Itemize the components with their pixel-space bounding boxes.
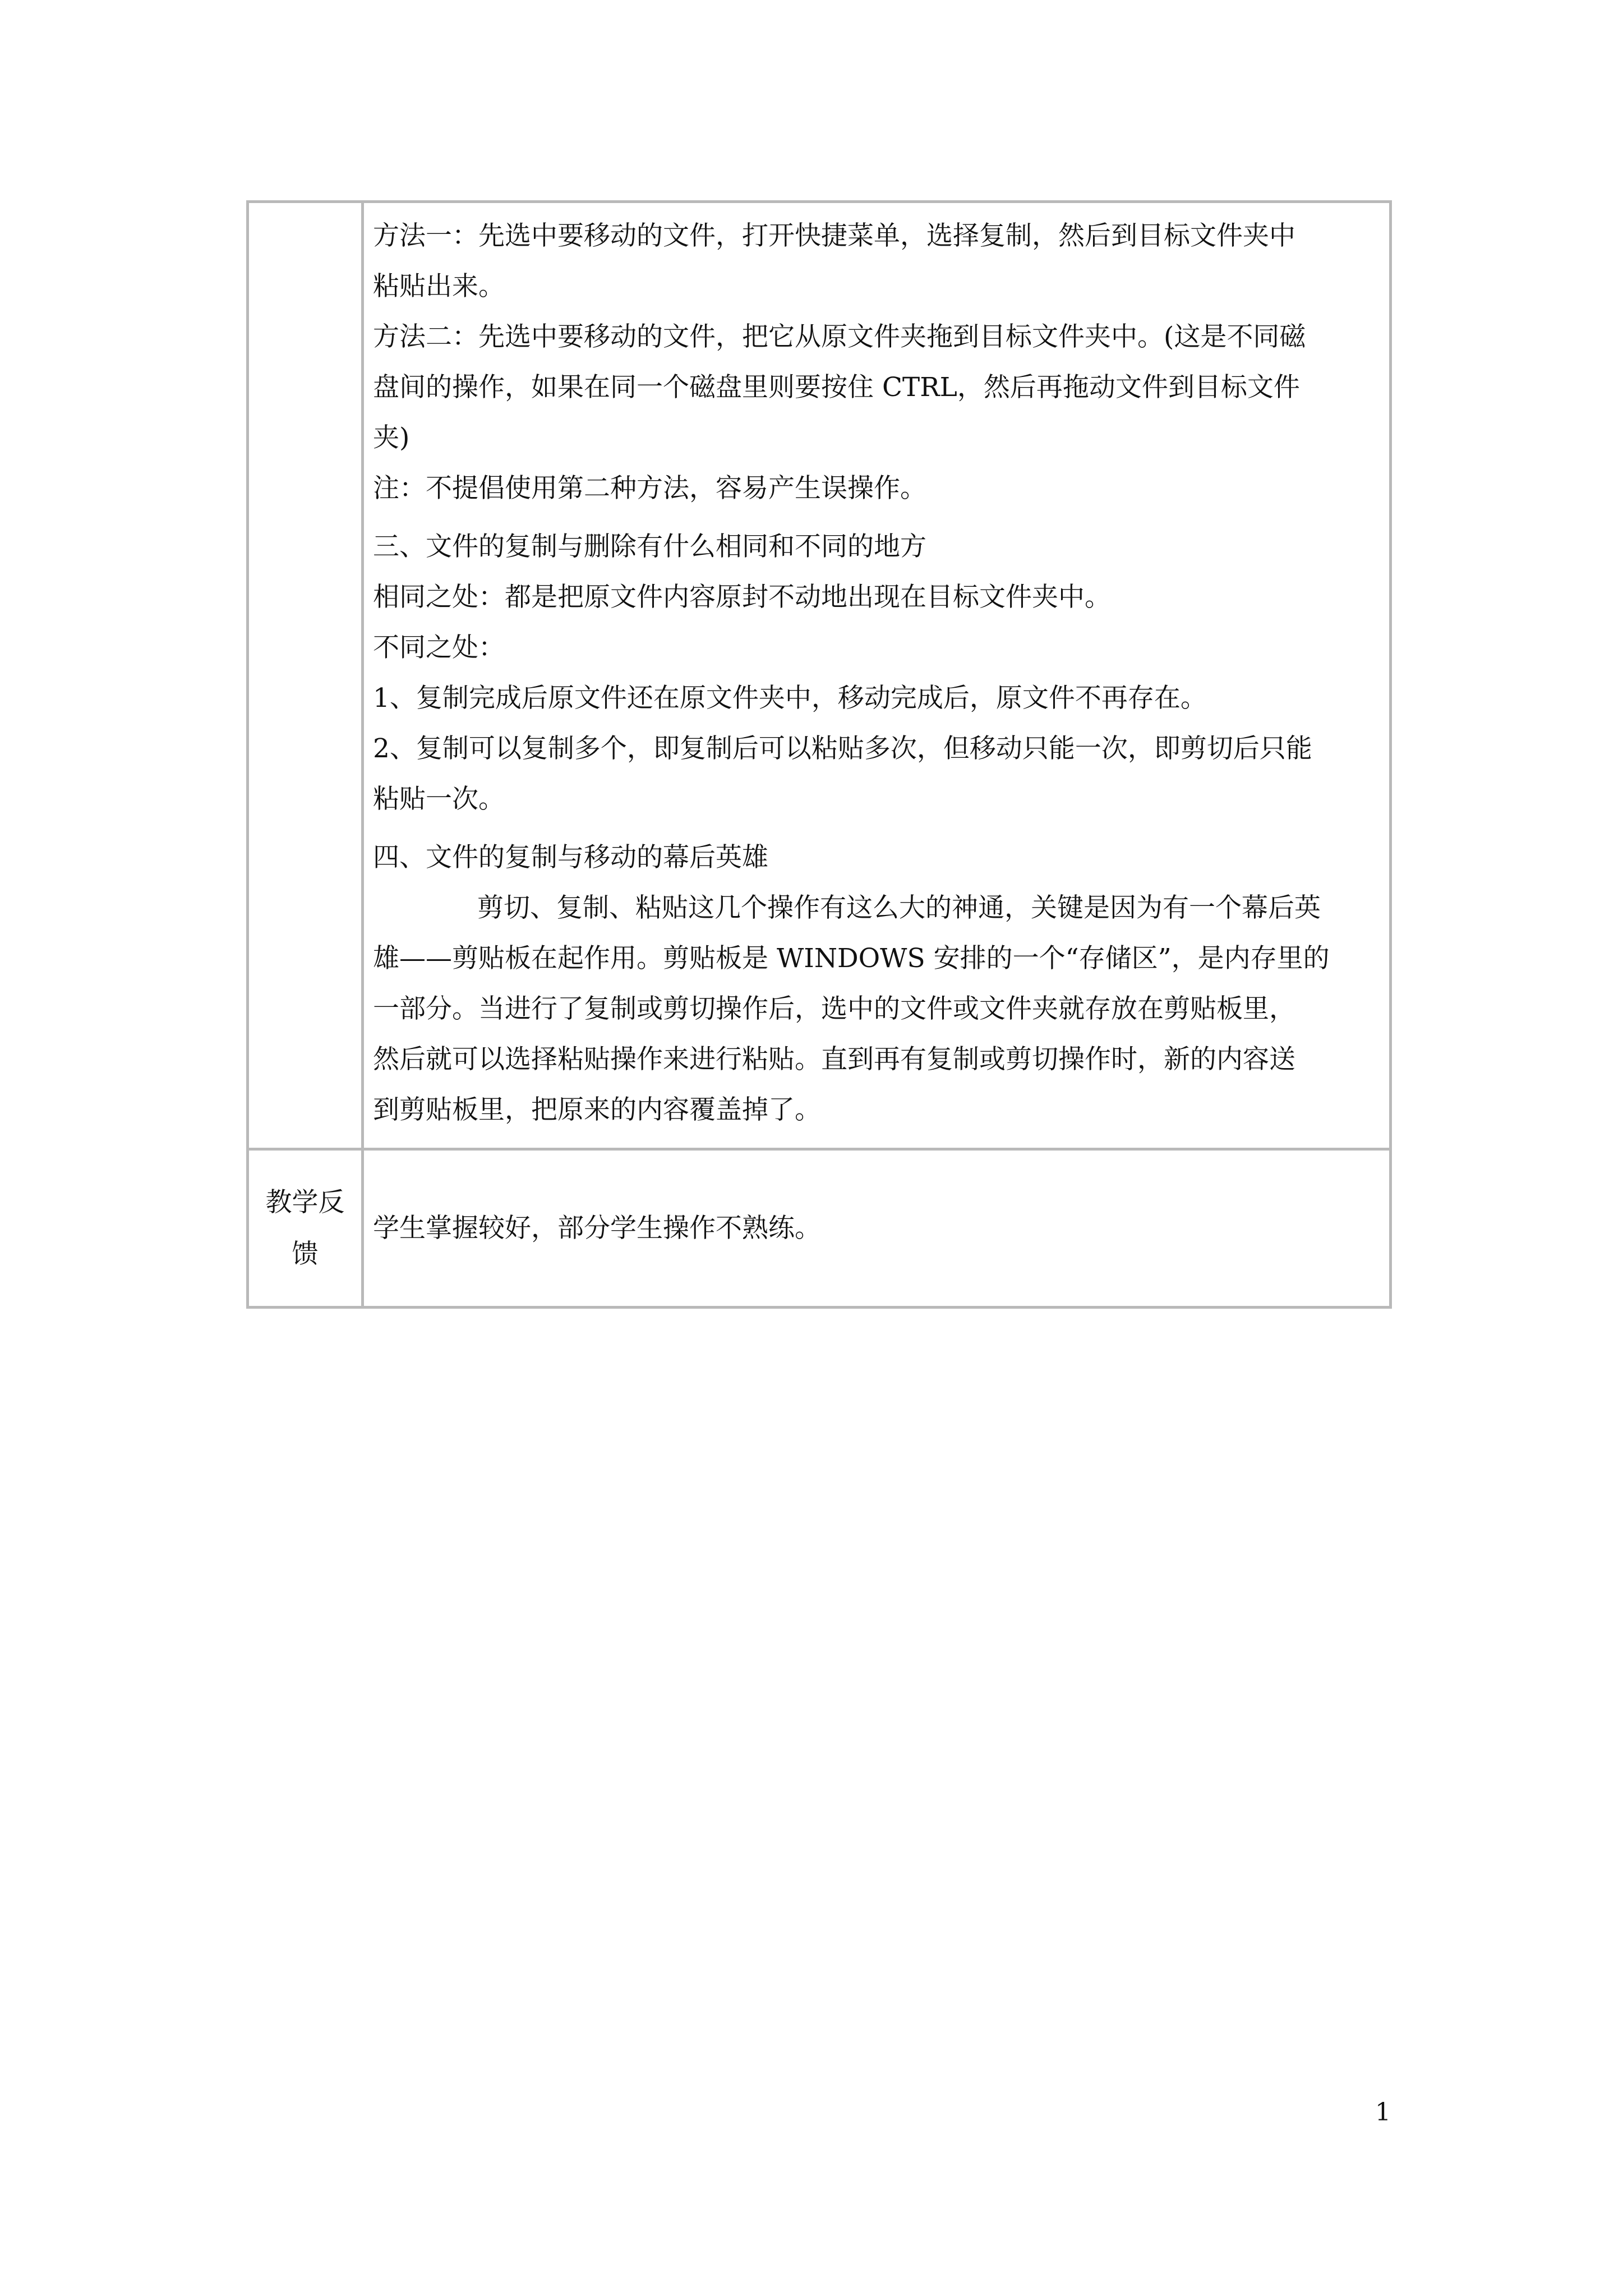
feedback-label-line-2: 馈 bbox=[292, 1238, 319, 1269]
method-one-line-1: 方法一：先选中要移动的文件，打开快捷菜单，选择复制，然后到目标文件夹中 bbox=[373, 220, 1295, 251]
clipboard-paragraph-line-5: 到剪贴板里，把原来的内容覆盖掉了。 bbox=[373, 1094, 821, 1125]
clipboard-paragraph-line-2: 雄——剪贴板在起作用。剪贴板是 WINDOWS 安排的一个“存储区”，是内存里的 bbox=[373, 943, 1330, 974]
method-two-line-1: 方法二：先选中要移动的文件，把它从原文件夹拖到目标文件夹中。(这是不同磁 bbox=[373, 321, 1306, 352]
feedback-label-line-1: 教学反 bbox=[265, 1186, 345, 1218]
clipboard-paragraph-line-1: 剪切、复制、粘贴这几个操作有这么大的神通，关键是因为有一个幕后英 bbox=[477, 892, 1321, 923]
similarity-line: 相同之处：都是把原文件内容原封不动地出现在目标文件夹中。 bbox=[373, 582, 1111, 613]
method-two-line-3: 夹) bbox=[373, 422, 410, 453]
difference-heading: 不同之处： bbox=[373, 632, 505, 663]
feedback-row bbox=[248, 1149, 1391, 1308]
section-four-heading: 四、文件的复制与移动的幕后英雄 bbox=[373, 842, 768, 873]
content-cell bbox=[363, 202, 1391, 1149]
feedback-text: 学生掌握较好，部分学生操作不熟练。 bbox=[373, 1212, 821, 1244]
feedback-label-cell bbox=[248, 1149, 363, 1308]
method-one-line-2: 粘贴出来。 bbox=[373, 271, 505, 302]
difference-item-2-line-1: 2、复制可以复制多个，即复制后可以粘贴多次，但移动只能一次，即剪切后只能 bbox=[373, 733, 1312, 764]
empty-label-cell bbox=[248, 202, 363, 1149]
clipboard-paragraph-line-4: 然后就可以选择粘贴操作来进行粘贴。直到再有复制或剪切操作时，新的内容送 bbox=[373, 1044, 1295, 1075]
difference-item-1: 1、复制完成后原文件还在原文件夹中，移动完成后，原文件不再存在。 bbox=[373, 683, 1207, 714]
lesson-table bbox=[246, 200, 1392, 1309]
clipboard-paragraph-line-3: 一部分。当进行了复制或剪切操作后，选中的文件或文件夹就存放在剪贴板里， bbox=[373, 993, 1295, 1024]
method-two-line-2: 盘间的操作，如果在同一个磁盘里则要按住 CTRL，然后再拖动文件到目标文件 bbox=[373, 372, 1300, 403]
section-three-heading: 三、文件的复制与删除有什么相同和不同的地方 bbox=[373, 531, 926, 562]
page-number: 1 bbox=[1375, 2098, 1391, 2127]
note-line: 注：不提倡使用第二种方法，容易产生误操作。 bbox=[373, 473, 926, 504]
feedback-text-cell bbox=[363, 1149, 1391, 1308]
difference-item-2-line-2: 粘贴一次。 bbox=[373, 784, 505, 815]
content-row bbox=[248, 202, 1391, 1149]
